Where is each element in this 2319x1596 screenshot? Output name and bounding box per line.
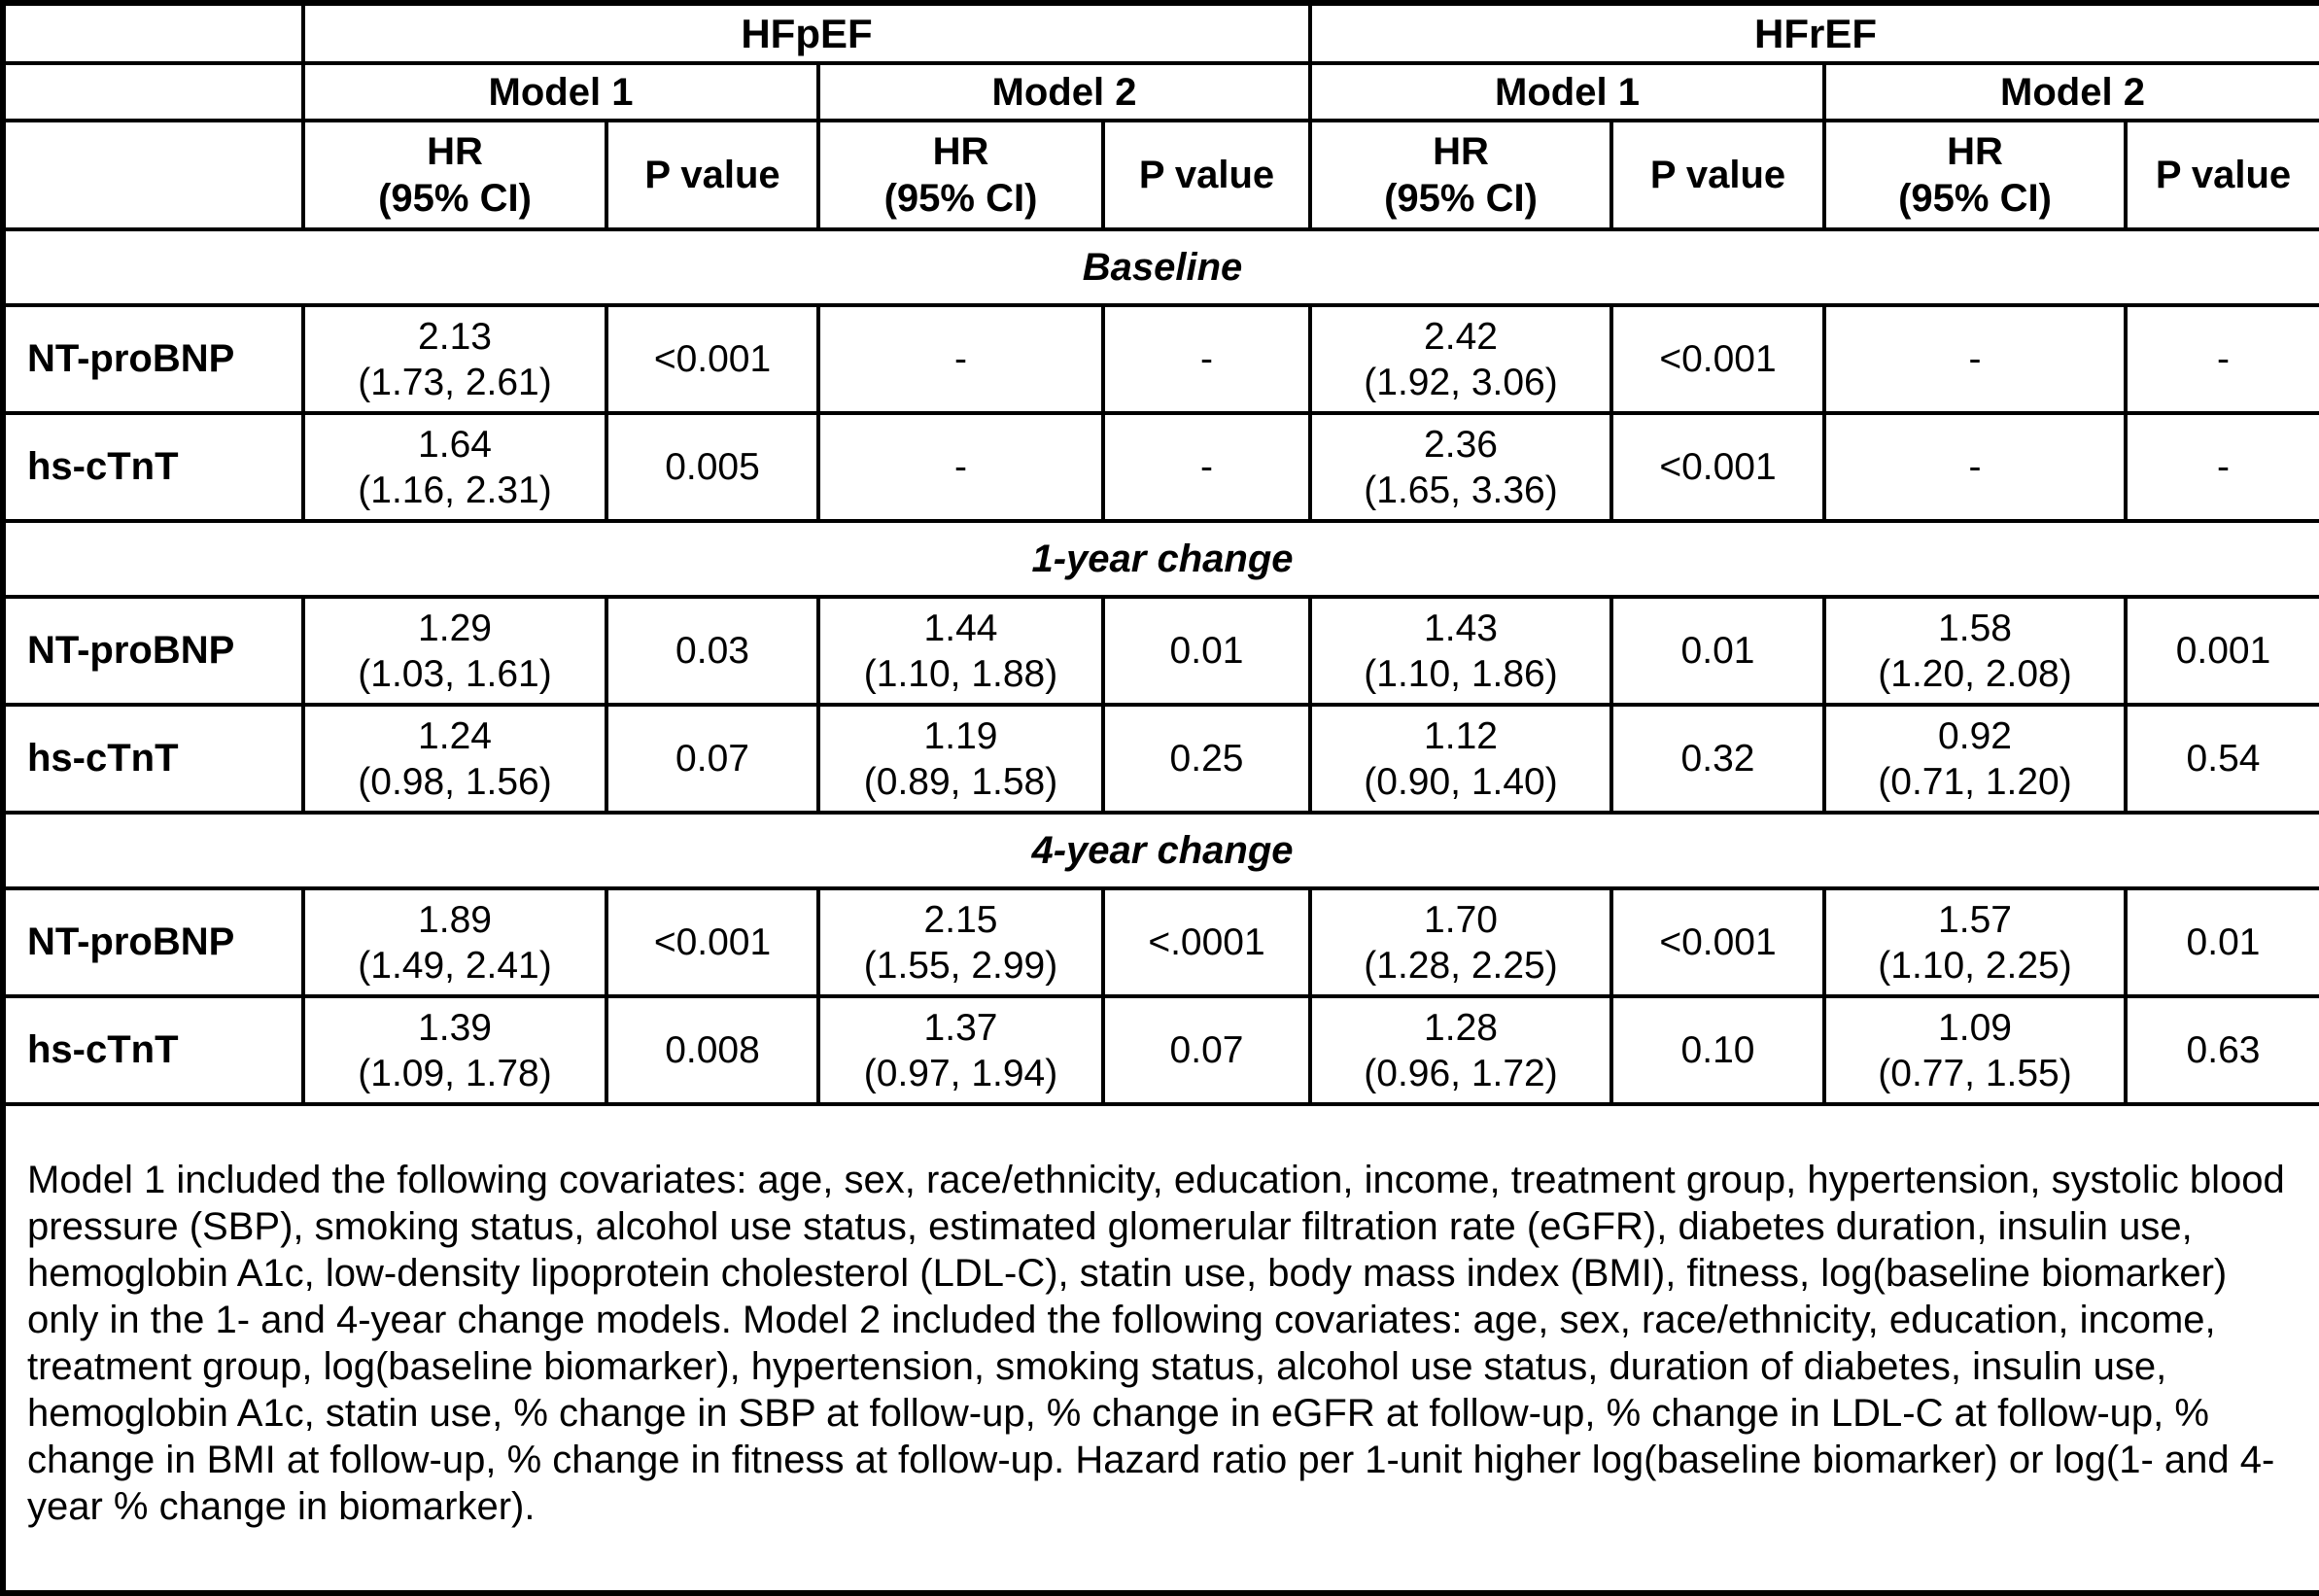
p-value-cell: 0.01 <box>1103 597 1310 705</box>
hr-label: HR <box>1947 130 2003 173</box>
section-label: Baseline <box>3 229 2319 305</box>
p-value-cell: 0.32 <box>1611 705 1824 813</box>
hr-ci-cell: 1.57 (1.10, 2.25) <box>1824 888 2126 996</box>
hr-ci-cell: 1.09 (0.77, 1.55) <box>1824 996 2126 1104</box>
hr-ci-cell: 1.28 (0.96, 1.72) <box>1310 996 1611 1104</box>
group-header-hfpef: HFpEF <box>303 3 1310 63</box>
hr-ci-cell: 1.70 (1.28, 2.25) <box>1310 888 1611 996</box>
p-value-cell: 0.07 <box>606 705 818 813</box>
p-value-cell: 0.63 <box>2126 996 2319 1104</box>
p-value-cell: 0.10 <box>1611 996 1824 1104</box>
biomarker-label: NT-proBNP <box>3 305 303 413</box>
p-value-header: P value <box>2126 121 2319 229</box>
hr-ci-cell: 1.19 (0.89, 1.58) <box>818 705 1103 813</box>
footnote-row <box>3 1104 2319 1593</box>
p-value-header: P value <box>1611 121 1824 229</box>
ci-label: (95% CI) <box>883 177 1038 220</box>
hr-ci-cell: - <box>1824 305 2126 413</box>
footnote-text: Model 1 included the following covariates: age, sex, race/ethnicity, education, income, treatment group, hypertension, systolic blood pressure (SBP), smoking status, alcohol use status, estimated glomerular filtration rate (eGFR), diabetes duration, insulin use, hemoglobin A1c, low-density lipoprotein cholesterol (LDL-C), statin use, body mass index (BMI), fitness, log(baseline biomarker) only in the 1- and 4-year change models. Model 2 included the following covariates: age, sex, race/ethnicity, education, income, treatment group, log(baseline biomarker), hypertension, smoking status, alcohol use status, duration of diabetes, insulin use, hemoglobin A1c, statin use, % change in SBP at follow-up, % change in eGFR at follow-up, % change in LDL-C at follow-up, % change in BMI at follow-up, % change in fitness at follow-up. Hazard ratio per 1-unit higher log(baseline biomarker) or log(1- and 4-year % change in biomarker). <box>3 1104 2319 1593</box>
hr-ci-cell: 1.39 (1.09, 1.78) <box>303 996 606 1104</box>
hr-ci-cell: 1.12 (0.90, 1.40) <box>1310 705 1611 813</box>
section-label: 4-year change <box>3 813 2319 888</box>
p-value-cell: 0.07 <box>1103 996 1310 1104</box>
p-value-header: P value <box>1103 121 1310 229</box>
p-value-cell: - <box>2126 413 2319 521</box>
hr-ci-cell: - <box>1824 413 2126 521</box>
hr-label: HR <box>932 130 989 173</box>
hr-ci-header <box>818 121 1103 229</box>
hr-label: HR <box>1433 130 1489 173</box>
biomarker-label: NT-proBNP <box>3 597 303 705</box>
hr-ci-cell: 2.42 (1.92, 3.06) <box>1310 305 1611 413</box>
ci-label: (95% CI) <box>378 177 532 220</box>
section-row-4year <box>3 813 2319 888</box>
hr-ci-cell: 1.24 (0.98, 1.56) <box>303 705 606 813</box>
model-header: Model 2 <box>1824 63 2319 121</box>
model-header: Model 1 <box>303 63 818 121</box>
p-value-cell: 0.54 <box>2126 705 2319 813</box>
p-value-cell: - <box>1103 413 1310 521</box>
section-label: 1-year change <box>3 521 2319 597</box>
hr-ci-cell: 0.92 (0.71, 1.20) <box>1824 705 2126 813</box>
p-value-cell: <0.001 <box>606 305 818 413</box>
hr-ci-cell: 1.44 (1.10, 1.88) <box>818 597 1103 705</box>
p-value-cell: 0.01 <box>1611 597 1824 705</box>
hr-ci-cell: - <box>818 413 1103 521</box>
p-value-header: P value <box>606 121 818 229</box>
hr-ci-header <box>1824 121 2126 229</box>
ci-label: (95% CI) <box>1384 177 1538 220</box>
table-row <box>3 996 2319 1104</box>
hr-ci-cell: 2.36 (1.65, 3.36) <box>1310 413 1611 521</box>
p-value-cell: 0.008 <box>606 996 818 1104</box>
p-value-cell: <0.001 <box>1611 305 1824 413</box>
table-row <box>3 597 2319 705</box>
table-row <box>3 305 2319 413</box>
table-row <box>3 413 2319 521</box>
biomarker-label: hs-cTnT <box>3 996 303 1104</box>
section-row-baseline <box>3 229 2319 305</box>
hr-ci-cell: 1.37 (0.97, 1.94) <box>818 996 1103 1104</box>
p-value-cell: <0.001 <box>1611 413 1824 521</box>
p-value-cell: - <box>1103 305 1310 413</box>
p-value-cell: 0.25 <box>1103 705 1310 813</box>
group-header-row <box>3 3 2319 63</box>
p-value-cell: 0.01 <box>2126 888 2319 996</box>
hr-label: HR <box>427 130 483 173</box>
corner-cell <box>3 121 303 229</box>
hr-ci-cell: 1.64 (1.16, 2.31) <box>303 413 606 521</box>
p-value-cell: <.0001 <box>1103 888 1310 996</box>
p-value-cell: <0.001 <box>1611 888 1824 996</box>
p-value-cell: 0.03 <box>606 597 818 705</box>
stat-header-row <box>3 121 2319 229</box>
section-row-1year <box>3 521 2319 597</box>
p-value-cell: <0.001 <box>606 888 818 996</box>
p-value-cell: 0.001 <box>2126 597 2319 705</box>
hr-ci-cell: 2.15 (1.55, 2.99) <box>818 888 1103 996</box>
hr-ci-cell: 1.29 (1.03, 1.61) <box>303 597 606 705</box>
hr-ci-cell: - <box>818 305 1103 413</box>
model-header-row <box>3 63 2319 121</box>
ci-label: (95% CI) <box>1898 177 2052 220</box>
biomarker-label: hs-cTnT <box>3 413 303 521</box>
group-header-hfref: HFrEF <box>1310 3 2319 63</box>
hr-ci-cell: 1.43 (1.10, 1.86) <box>1310 597 1611 705</box>
p-value-cell: - <box>2126 305 2319 413</box>
model-header: Model 2 <box>818 63 1310 121</box>
hr-ci-cell: 1.58 (1.20, 2.08) <box>1824 597 2126 705</box>
hr-ci-cell: 2.13 (1.73, 2.61) <box>303 305 606 413</box>
hr-ci-header <box>303 121 606 229</box>
biomarker-label: hs-cTnT <box>3 705 303 813</box>
hr-ci-header <box>1310 121 1611 229</box>
biomarker-label: NT-proBNP <box>3 888 303 996</box>
table-row <box>3 705 2319 813</box>
p-value-cell: 0.005 <box>606 413 818 521</box>
model-header: Model 1 <box>1310 63 1824 121</box>
hr-ci-cell: 1.89 (1.49, 2.41) <box>303 888 606 996</box>
corner-cell <box>3 63 303 121</box>
table-row <box>3 888 2319 996</box>
corner-cell <box>3 3 303 63</box>
